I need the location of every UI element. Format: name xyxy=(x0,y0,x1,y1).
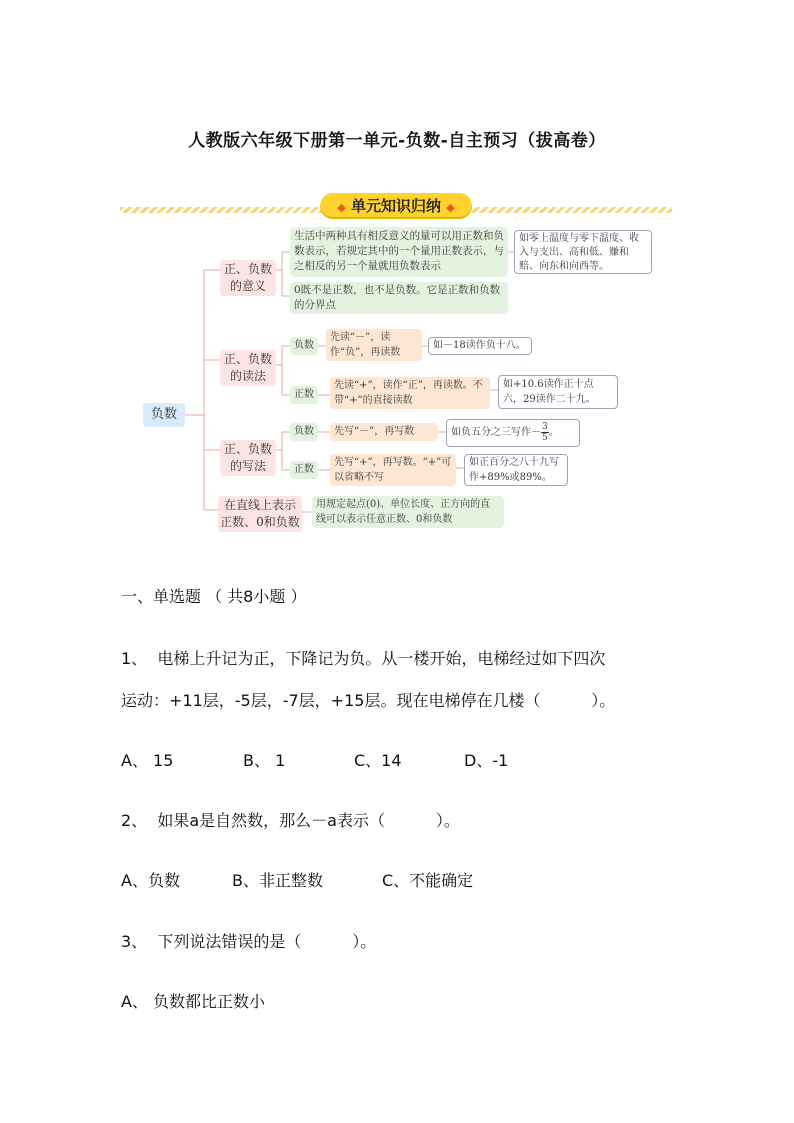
question-1-line-1 xyxy=(121,646,605,669)
mindmap-rule: 先写“－”，再写数 xyxy=(330,423,438,441)
section-heading: 一、单选题 （ 共8小题 ） xyxy=(121,587,307,606)
category-line: 的意义 xyxy=(229,279,266,293)
mindmap-example: 如正百分之八十九写作+89%或89%。 xyxy=(464,454,568,486)
mindmap-item: 用规定起点(0)、单位长度、正方向的直线可以表示任意正数、0和负数 xyxy=(312,496,504,528)
fraction-denominator: 5 xyxy=(542,433,548,443)
category-line: 的写法 xyxy=(229,459,266,473)
question-number: 2、 xyxy=(121,811,148,830)
question-text: 下列说法错误的是（ ）。 xyxy=(157,932,377,951)
question-2 xyxy=(121,808,460,831)
mindmap-label-positive: 正数 xyxy=(290,386,318,404)
fraction xyxy=(541,422,549,443)
diamond-icon: ◆ xyxy=(337,201,346,214)
mindmap-rule: 先写“+”，再写数。“+”可以省略不写 xyxy=(330,454,456,486)
mindmap-rule: 先读“+”，读作“正”，再读数。不带“+”的直接读数 xyxy=(330,377,490,409)
question-number: 1、 xyxy=(121,649,148,668)
category-line: 正、负数 xyxy=(223,262,272,276)
example-text: 。 xyxy=(548,427,559,438)
mindmap-example: 如零上温度与零下温度、收入与支出、高和低、赚和赔、向东和向西等。 xyxy=(514,230,652,274)
option[interactable]: D、-1 xyxy=(464,751,509,770)
option[interactable]: A、 负数都比正数小 xyxy=(121,992,266,1011)
mindmap-label-positive: 正数 xyxy=(290,461,318,479)
option[interactable]: C、不能确定 xyxy=(382,871,474,890)
question-1-line-2: 运动：+11层，-5层，-7层，+15层。现在电梯停在几楼（ ）。 xyxy=(121,691,616,710)
category-line: 正数、0和负数 xyxy=(220,515,300,529)
mindmap-category-numberline xyxy=(218,496,302,532)
category-line: 在直线上表示 xyxy=(223,498,296,512)
mindmap-example: 如－18读作负十八。 xyxy=(428,337,532,355)
category-line: 的读法 xyxy=(229,369,266,383)
mindmap-item: 0既不是正数，也不是负数。它是正数和负数的分界点 xyxy=(290,282,508,314)
banner-label: 单元知识归纳 xyxy=(350,197,441,215)
banner-pill xyxy=(320,193,472,219)
fraction-numerator: 3 xyxy=(542,422,548,432)
diamond-icon: ◆ xyxy=(446,201,455,214)
option[interactable]: A、 15 xyxy=(121,751,174,770)
page-title: 人教版六年级下册第一单元-负数-自主预习（拔高卷） xyxy=(188,131,606,151)
mindmap-rule: 先读“－”，读作“负”，再读数 xyxy=(326,329,422,361)
mindmap-root: 负数 xyxy=(143,403,185,427)
category-line: 正、负数 xyxy=(223,442,272,456)
option[interactable]: A、负数 xyxy=(121,871,180,890)
question-3 xyxy=(121,929,376,952)
question-text: 电梯上升记为正，下降记为负。从一楼开始，电梯经过如下四次 xyxy=(157,649,606,668)
mindmap-category-reading xyxy=(220,350,276,386)
mindmap-item: 生活中两种具有相反意义的量可以用正数和负数表示，若规定其中的一个量用正数表示，与之相反的另一个量就用负数表示 xyxy=(290,227,508,277)
mindmap-category-writing xyxy=(220,440,276,476)
question-number: 3、 xyxy=(121,932,148,951)
option[interactable]: C、14 xyxy=(354,751,402,770)
example-text: 如负五分之三写作－ xyxy=(451,427,541,438)
option[interactable]: B、非正整数 xyxy=(232,871,323,890)
mindmap-example: 如+10.6读作正十点六，29读作二十九。 xyxy=(498,375,618,409)
question-text: 如果a是自然数，那么－a表示（ ）。 xyxy=(157,811,460,830)
mindmap-category-meaning xyxy=(220,260,276,296)
category-line: 正、负数 xyxy=(223,352,272,366)
mindmap-label-negative: 负数 xyxy=(290,423,318,441)
mindmap-example xyxy=(446,419,580,447)
option[interactable]: B、 1 xyxy=(243,751,286,770)
mindmap-label-negative: 负数 xyxy=(290,337,318,355)
